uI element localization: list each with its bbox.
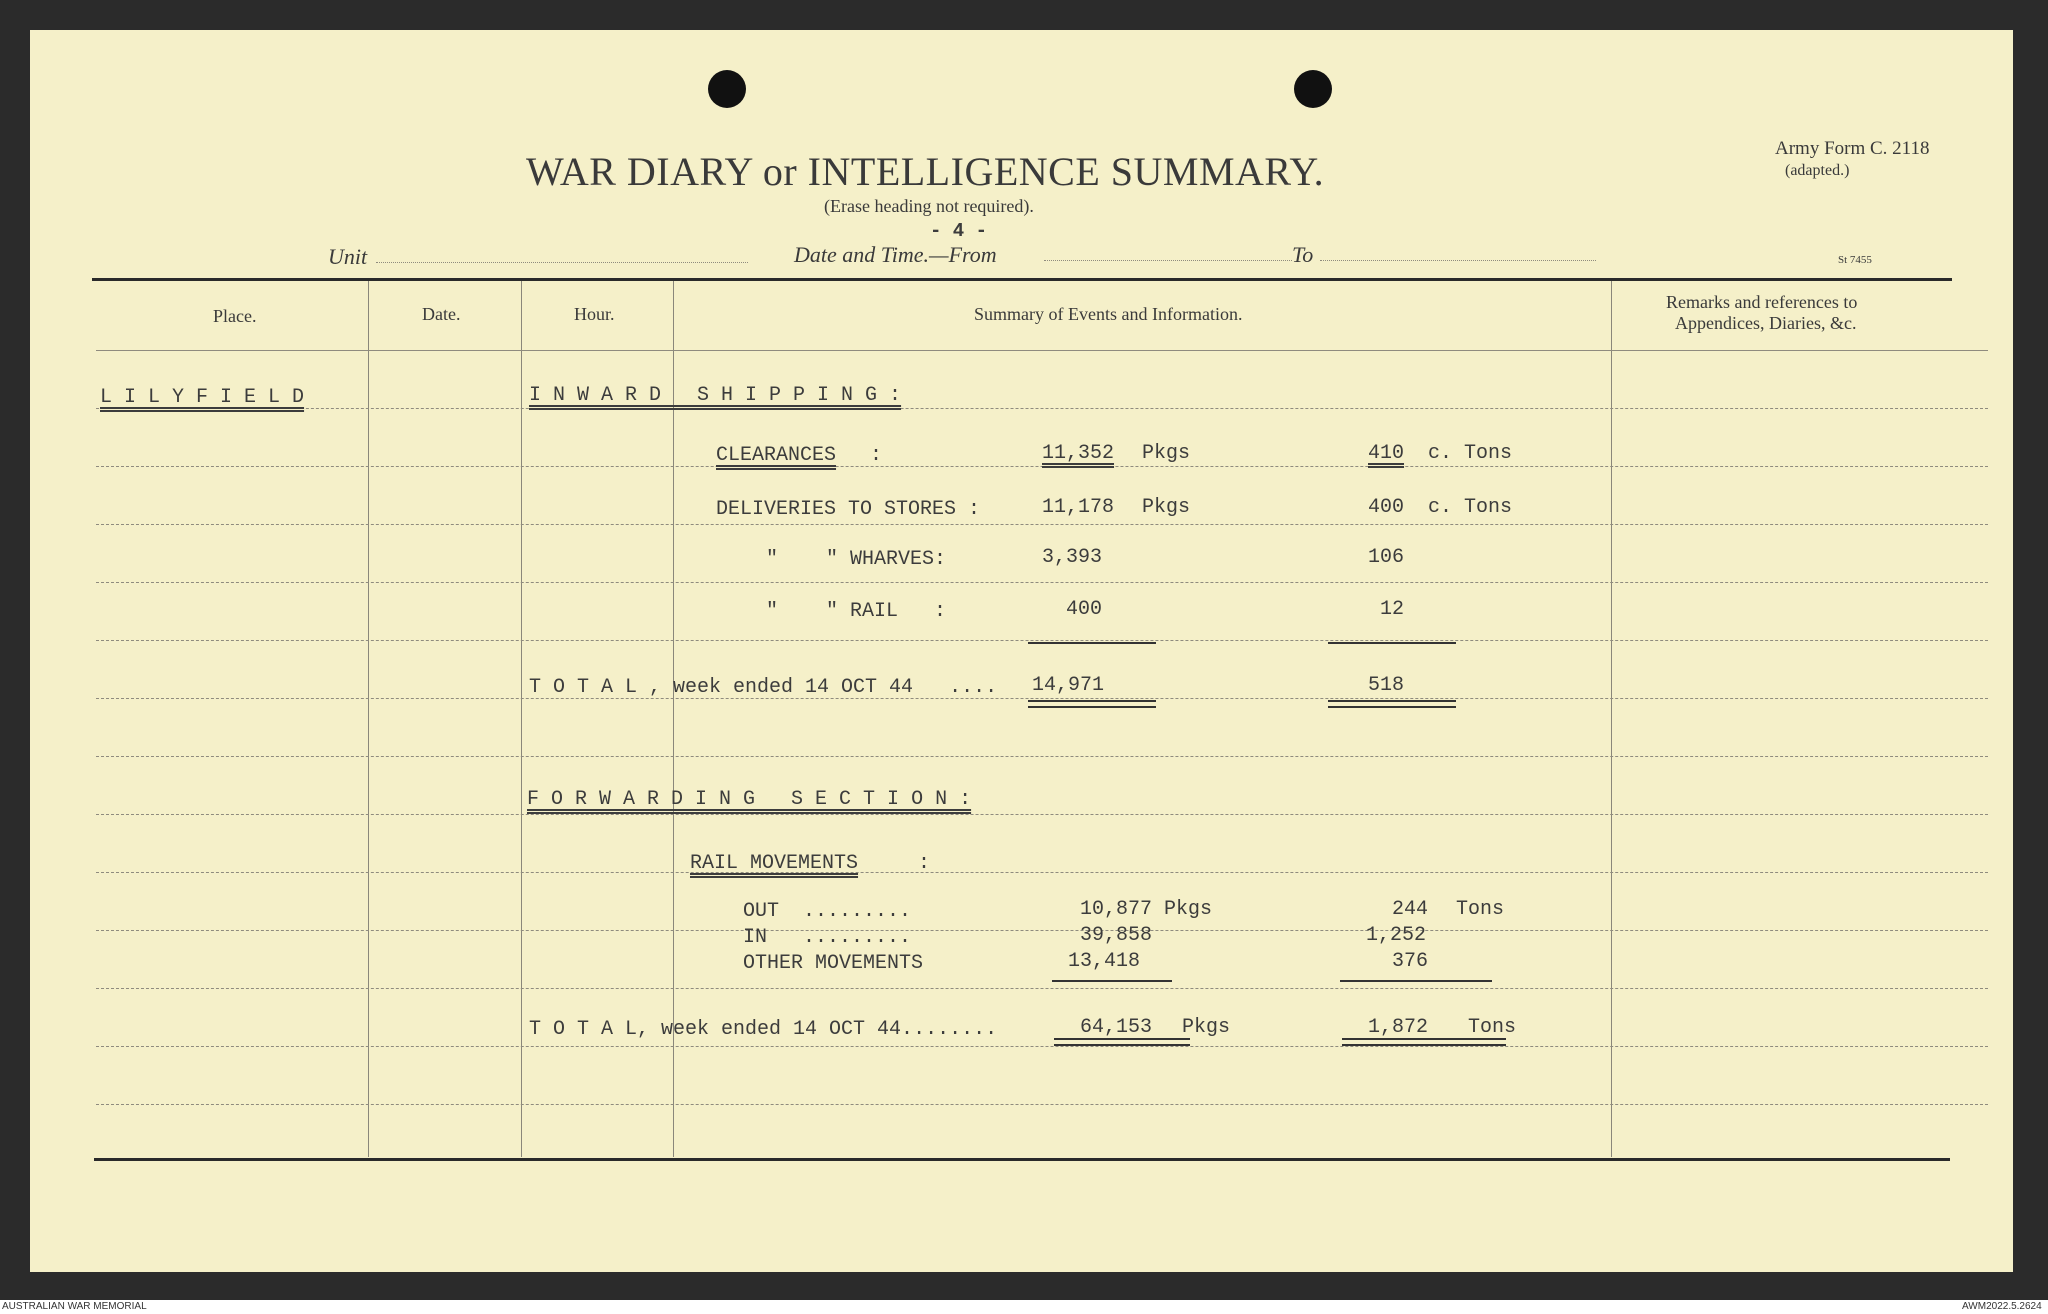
wharves-pkgs: 3,393 xyxy=(1042,546,1103,569)
ruled-line xyxy=(96,408,1988,409)
clearances-colon: : xyxy=(870,444,883,467)
from-blank xyxy=(1044,260,1292,261)
in-pkgs: 39,858 xyxy=(1080,924,1153,947)
clearances-label: CLEARANCES xyxy=(716,444,837,467)
total-forwarding-pkgs-unit: Pkgs xyxy=(1182,1016,1231,1039)
unit-label: Unit xyxy=(328,244,368,269)
to-label: To xyxy=(1292,242,1314,267)
total-rule-pkgs xyxy=(1028,700,1156,708)
stock-number: St 7455 xyxy=(1838,254,1872,266)
total-inward-tons: 518 xyxy=(1368,674,1405,697)
deliveries-tons-unit: c. Tons xyxy=(1428,496,1513,519)
total-inward-pkgs: 14,971 xyxy=(1032,674,1105,697)
col-divider-place-date xyxy=(368,281,369,1157)
top-rule xyxy=(92,278,1952,281)
col-header-date: Date. xyxy=(422,304,461,324)
out-tons-unit: Tons xyxy=(1456,898,1505,921)
army-form-adapted: (adapted.) xyxy=(1785,162,1850,179)
bottom-rule xyxy=(94,1158,1950,1161)
out-pkgs: 10,877 Pkgs xyxy=(1080,898,1213,921)
footer-credit: AUSTRALIAN WAR MEMORIAL xyxy=(2,1301,147,1312)
col-header-place: Place. xyxy=(213,306,257,326)
footer-accession: AWM2022.5.2624 xyxy=(1962,1301,2042,1312)
deliveries-pkgs: 11,178 xyxy=(1042,496,1115,519)
col-header-remarks-2: Appendices, Diaries, &c. xyxy=(1675,313,1857,333)
other-movements-label: OTHER MOVEMENTS xyxy=(743,952,924,975)
rail-tons: 12 xyxy=(1380,598,1405,621)
total-forwarding-label: T O T A L, week ended 14 OCT 44........ xyxy=(529,1018,998,1041)
total-rule-tons xyxy=(1328,700,1456,708)
date-time-label: Date and Time.—From xyxy=(794,242,997,267)
in-tons: 1,252 xyxy=(1366,924,1427,947)
place-entry: L I L Y F I E L D xyxy=(100,386,305,409)
rail-movements-colon: : xyxy=(918,852,931,875)
col-divider-summary-remarks xyxy=(1611,281,1612,1157)
ruled-line xyxy=(96,350,1988,351)
deliveries-tons: 400 xyxy=(1368,496,1405,519)
footer-strip xyxy=(0,1300,2048,1314)
subtotal-rule-tons xyxy=(1328,642,1456,644)
wharves-label: " " WHARVES: xyxy=(766,548,947,571)
form-title: WAR DIARY or INTELLIGENCE SUMMARY. xyxy=(526,149,1325,194)
ruled-line xyxy=(96,988,1988,989)
punch-hole-left xyxy=(708,70,746,108)
subtotal-rule-pkgs xyxy=(1028,642,1156,644)
army-form-number: Army Form C. 2118 xyxy=(1775,138,1930,159)
col-header-remarks-1: Remarks and references to xyxy=(1666,292,1858,312)
total-forwarding-tons-unit: Tons xyxy=(1468,1016,1517,1039)
wharves-tons: 106 xyxy=(1368,546,1405,569)
ruled-line xyxy=(96,466,1988,467)
total-rule-pkgs-2 xyxy=(1054,1038,1190,1046)
clearances-pkgs-unit: Pkgs xyxy=(1142,442,1191,465)
rail-pkgs: 400 xyxy=(1066,598,1103,621)
erase-note: (Erase heading not required). xyxy=(824,196,1034,216)
ruled-line xyxy=(96,698,1988,699)
other-movements-pkgs: 13,418 xyxy=(1068,950,1141,973)
total-forwarding-pkgs: 64,153 xyxy=(1080,1016,1153,1039)
clearances-pkgs: 11,352 xyxy=(1042,442,1115,465)
ruled-line xyxy=(96,1046,1988,1047)
total-inward-label: T O T A L , week ended 14 OCT 44 .... xyxy=(529,676,998,699)
forwarding-section-heading: F O R W A R D I N G S E C T I O N : xyxy=(527,788,972,811)
ruled-line xyxy=(96,814,1988,815)
out-label: OUT ......... xyxy=(743,900,912,923)
total-forwarding-tons: 1,872 xyxy=(1368,1016,1429,1039)
deliveries-pkgs-unit: Pkgs xyxy=(1142,496,1191,519)
diary-sheet xyxy=(30,30,2013,1272)
ruled-line xyxy=(96,582,1988,583)
ruled-line xyxy=(96,756,1988,757)
col-header-hour: Hour. xyxy=(574,304,615,324)
subtotal-rule-tons-2 xyxy=(1340,980,1492,982)
clearances-tons-unit: c. Tons xyxy=(1428,442,1513,465)
other-movements-tons: 376 xyxy=(1392,950,1429,973)
rail-movements-label: RAIL MOVEMENTS xyxy=(690,852,859,875)
inward-shipping-heading: I N W A R D S H I P P I N G : xyxy=(529,384,902,407)
total-rule-tons-2 xyxy=(1342,1038,1506,1046)
in-label: IN ......... xyxy=(743,926,912,949)
deliveries-label: DELIVERIES TO STORES : xyxy=(716,498,981,521)
page-number: - 4 - xyxy=(930,220,988,242)
unit-blank xyxy=(376,262,748,263)
punch-hole-right xyxy=(1294,70,1332,108)
ruled-line xyxy=(96,1104,1988,1105)
ruled-line xyxy=(96,640,1988,641)
col-header-summary: Summary of Events and Information. xyxy=(974,304,1243,324)
out-tons: 244 xyxy=(1392,898,1429,921)
subtotal-rule-pkgs-2 xyxy=(1052,980,1172,982)
ruled-line xyxy=(96,524,1988,525)
col-divider-date-hour xyxy=(521,281,522,1157)
clearances-tons: 410 xyxy=(1368,442,1405,465)
ruled-line xyxy=(96,872,1988,873)
to-blank xyxy=(1320,260,1596,261)
ruled-line xyxy=(96,930,1988,931)
rail-label: " " RAIL : xyxy=(766,600,947,623)
